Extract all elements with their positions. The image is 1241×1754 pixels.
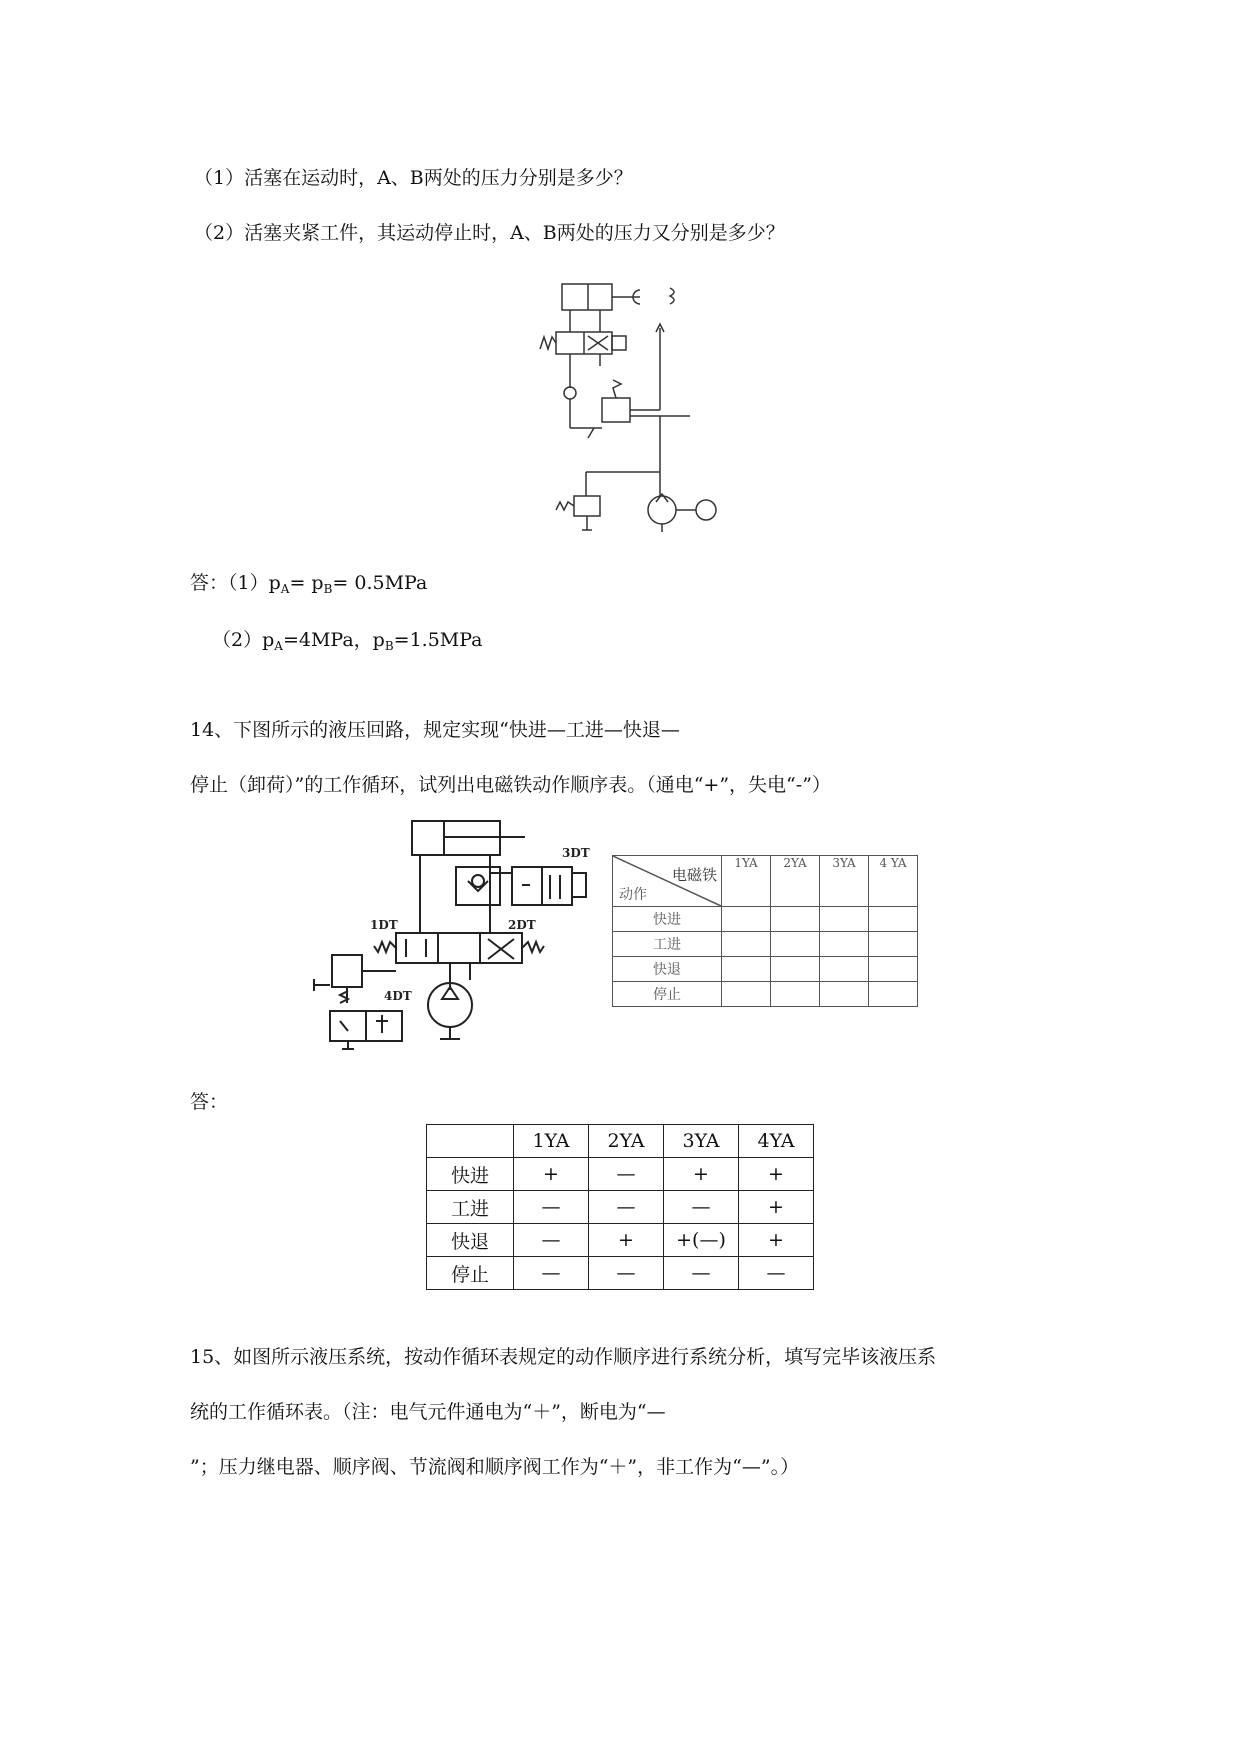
row-label: 快进 — [427, 1158, 514, 1191]
label-3dt: 3DT — [562, 846, 590, 860]
table-cell: + — [514, 1158, 589, 1191]
seq-cell — [869, 982, 918, 1007]
table-cell: — — [664, 1257, 739, 1290]
table-cell: — — [514, 1224, 589, 1257]
q14-line2: 停止（卸荷）”的工作循环，试列出电磁铁动作顺序表。（通电“+”，失电“-”） — [190, 774, 831, 796]
ans14-header-cell: 2YA — [589, 1125, 664, 1158]
seq-cell — [722, 932, 771, 957]
ans13-p1-mid: = p — [289, 572, 324, 594]
table-cell: — — [589, 1257, 664, 1290]
seq-cell — [820, 907, 869, 932]
ans13-p2-pre: （2）p — [212, 629, 275, 651]
q15-line3: ”；压力继电器、顺序阀、节流阀和顺序阀工作为“＋”，非工作为“—”。） — [190, 1456, 800, 1478]
q13-part1: （1）活塞在运动时，A、B两处的压力分别是多少？ — [194, 167, 633, 189]
q13-hydraulic-diagram — [530, 270, 730, 540]
seq-cell — [771, 932, 820, 957]
label-1dt: 1DT — [370, 918, 398, 932]
ans14-header-cell — [427, 1125, 514, 1158]
seq-row-label: 停止 — [613, 982, 722, 1007]
seq-cell — [869, 957, 918, 982]
table-cell: + — [739, 1191, 814, 1224]
seq-row-label: 快退 — [613, 957, 722, 982]
table-row — [427, 1224, 814, 1257]
table-cell: — — [589, 1158, 664, 1191]
seq-cell — [820, 982, 869, 1007]
q15-line1: 15、如图所示液压系统，按动作循环表规定的动作顺序进行系统分析，填写完毕该液压系 — [190, 1346, 937, 1368]
ans13-p1-sub-b: B — [323, 582, 333, 596]
seq-header-corner — [613, 856, 722, 907]
q14-hydraulic-circuit — [300, 815, 600, 1055]
table-row — [427, 1158, 814, 1191]
ans13-p2-sub-a: A — [274, 639, 283, 653]
table-cell: — — [514, 1191, 589, 1224]
seq-cell — [820, 957, 869, 982]
ans13-p2-post: =1.5MPa — [393, 629, 483, 651]
q14-sequence-table — [612, 855, 918, 1007]
q14-line1: 14、下图所示的液压回路，规定实现“快进—工进—快退— — [190, 719, 680, 741]
ans13-p1-post: = 0.5MPa — [332, 572, 428, 594]
ans13-p1-sub-a: A — [280, 582, 290, 596]
seq-col-3: 3YA — [820, 856, 869, 907]
seq-cell — [722, 907, 771, 932]
ans14-header-cell: 3YA — [664, 1125, 739, 1158]
table-cell: — — [664, 1191, 739, 1224]
row-label: 停止 — [427, 1257, 514, 1290]
seq-row-label: 工进 — [613, 932, 722, 957]
table-cell: + — [739, 1158, 814, 1191]
seq-cell — [820, 932, 869, 957]
table-row — [427, 1257, 814, 1290]
table-cell: + — [739, 1224, 814, 1257]
ans14-lead: 答： — [190, 1091, 229, 1113]
seq-cell — [869, 907, 918, 932]
ans14-header-cell: 4YA — [739, 1125, 814, 1158]
seq-col-2: 2YA — [771, 856, 820, 907]
table-cell: + — [589, 1224, 664, 1257]
table-cell: — — [739, 1257, 814, 1290]
ans14-header-row — [427, 1125, 814, 1158]
label-4dt: 4DT — [384, 989, 412, 1003]
ans13-lead: 答： — [190, 572, 229, 594]
seq-header-bottom: 动作 — [619, 887, 647, 903]
seq-cell — [722, 957, 771, 982]
table-cell: — — [589, 1191, 664, 1224]
row-label: 快退 — [427, 1224, 514, 1257]
seq-row — [613, 982, 918, 1007]
ans14-header-cell: 1YA — [514, 1125, 589, 1158]
seq-header-top: 电磁铁 — [671, 866, 717, 884]
seq-row — [613, 932, 918, 957]
ans13-line1 — [190, 571, 427, 601]
seq-col-1: 1YA — [722, 856, 771, 907]
ans13-p1-pre: （1）p — [228, 572, 281, 594]
seq-row — [613, 907, 918, 932]
ans14-table — [426, 1124, 814, 1290]
seq-row — [613, 957, 918, 982]
ans13-p2-mid: =4MPa，p — [282, 629, 385, 651]
seq-row-label: 快进 — [613, 907, 722, 932]
table-cell: + — [664, 1158, 739, 1191]
q13-part2: （2）活塞夹紧工件，其运动停止时，A、B两处的压力又分别是多少？ — [194, 222, 785, 244]
ans13-line2 — [212, 628, 483, 658]
seq-cell — [771, 982, 820, 1007]
seq-cell — [771, 907, 820, 932]
row-label: 工进 — [427, 1191, 514, 1224]
seq-col-4: 4 YA — [869, 856, 918, 907]
table-row — [427, 1191, 814, 1224]
label-2dt: 2DT — [508, 918, 536, 932]
seq-cell — [869, 932, 918, 957]
seq-cell — [722, 982, 771, 1007]
ans13-p2-sub-b: B — [384, 639, 394, 653]
table-cell: — — [514, 1257, 589, 1290]
table-cell: +(—) — [664, 1224, 739, 1257]
q15-line2: 统的工作循环表。（注：电气元件通电为“＋”，断电为“— — [190, 1401, 666, 1423]
seq-cell — [771, 957, 820, 982]
